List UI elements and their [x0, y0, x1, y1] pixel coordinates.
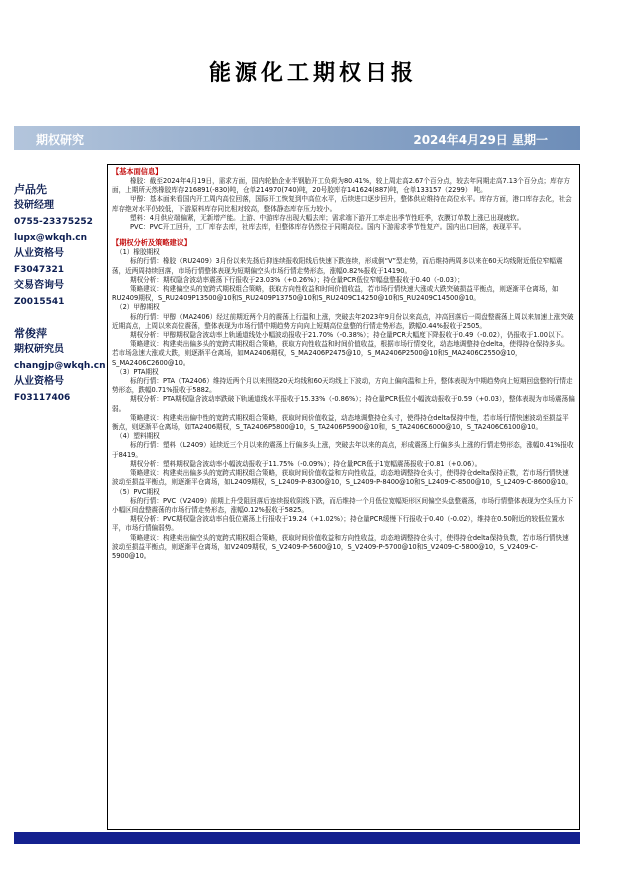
analyst-consult-label: 交易咨询号 [14, 280, 64, 291]
methanol-strategy: 策略建议：构建卖出偏多头的宽跨式期权组合策略，获取方向性收益和时间价值收益，根据市场行情变化，动态地调整持仓delta，使得持仓保持多头。若市场急速大涨或大跌，则逐渐平仓离场，如MA2406期权，S_MA2406P2475@10，S_MA2406P2500@10和S_MA2406C2550@10，S_MA2406C2600@10。 [112, 340, 569, 367]
section-label: 期权研究 [36, 133, 85, 147]
analyst-license-label: 从业资格号 [14, 248, 64, 259]
analyst-email[interactable]: lupx@wkqh.cn [14, 233, 88, 243]
section-title-rubber: （1）橡胶期权 [116, 248, 160, 257]
section-title-pvc: （5）PVC期权 [116, 487, 160, 496]
strategy-heading: 【期权分析及策略建议】 [112, 238, 192, 248]
pta-market: 标的行情：PTA（TA2406）维持近两个月以来围绕20天均线和60天均线上下波动，方向上偏向温和上升，整体表现为中期趋势向上短期回盘整的行情走势形态，跌幅0.71%报收于5882。 [112, 377, 573, 395]
header-banner [14, 126, 580, 150]
pvc-analysis: 期权分析：PVC期权隐含波动率自低位震荡上行报收于19.24（+1.02%）；持仓量PCR缓慢下行报收于0.40（-0.02），维持在0.50附近的较低位置水平，市场行情偏弱势。 [112, 515, 565, 533]
analyst-role: 投研经理 [14, 200, 54, 211]
pvc-market: 标的行情：PVC（V2409）前期上升受阻回落后连续报收阴线下跌，而后维持一个月低位宽幅矩形区间偏空头盘整震荡，市场行情整体表现为空头压力下小幅区间盘整震荡的市场行情走势形态，涨幅0.12%报收于5825。 [112, 496, 574, 514]
analyst-consult: Z0015541 [14, 297, 65, 307]
basics-rubber: 橡胶：截至2024年4月19日，需求方面，国内轮胎企业半钢胎开工负荷为80.41%，较上周走高2.67个百分点，较去年同期走高7.13个百分点；库存方面，上期所天然橡胶库存216891(-830)吨，仓单214970(740)吨，20号胶库存141624(887)吨，仓单133157（2299） 吨。 [112, 177, 570, 195]
plastic-market: 标的行情：塑料（L2409）延续近三个月以来的震荡上行偏多头上涨，突破去年以来的高点，形成震荡上行偏多头上涨的行情走势形态，涨幅0.41%报收于8419。 [112, 441, 574, 459]
section-title-plastic: （4）塑料期权 [116, 432, 160, 441]
researcher-role: 期权研究员 [14, 344, 64, 355]
basics-plastic: 塑料：4月供应端偏紧，无新增产能。上游、中游库存出现大幅去库；需求端下游开工率走出季节性旺季，农膜订单数上涨已出现疲软。 [130, 213, 524, 222]
methanol-analysis: 期权分析：甲醇期权隐含波动率上轨通道线处小幅波动报收于21.70%（-0.38%）；持仓量PCR大幅度下降报收于0.49（-0.02），仍报收于1.00以下。 [130, 331, 568, 340]
basics-methanol: 甲醇：基本面来看国内开工周内高位回落，国际开工恢复到中高位水平，后续进口逐步回升，整体供应维持在高位水平。库存方面，港口库存去化，社会库存绝对水平仍较低，下游原料库存同比相对较高，整体静态库存压力较小。 [112, 195, 572, 213]
plastic-strategy: 策略建议：构建卖出偏多头的宽跨式期权组合策略，获取时间价值收益和方向性收益，动态地调整持仓头寸，使得持仓delta保持正数，若市场行情快速波动至损益平衡点，则逐渐平仓离场，如L2409期权，S_L2409-P-8300@10，S_L2409-P-8400@10和S_L2409-C-8500@10，S_L2409-C-8600@10。 [112, 469, 573, 487]
analyst-phone: 0755-23375252 [14, 217, 93, 227]
report-body [107, 164, 580, 830]
pvc-strategy: 策略建议：构建卖出偏空头的宽跨式期权组合策略，获取时间价值收益和方向性收益，动态地调整持仓头寸，使得持仓delta保持负数，若市场行情快速波动至损益平衡点，则逐渐平仓离场，如V2409期权，S_V2409-P-5600@10，S_V2409-P-5700@10和S_V2409-C-5800@10，S_V2409-C-5900@10。 [112, 533, 569, 560]
rubber-analysis: 期权分析：期权隐含波动率震荡下行报收于23.03%（+0.26%）；持仓量PCR低位窄幅盘整报收于0.40（-0.03）； [130, 275, 464, 284]
report-title: 能源化工期权日报 [208, 61, 417, 86]
report-date: 2024年4月29日 星期一 [413, 133, 548, 147]
basics-pvc: PVC：PVC开工回升，工厂库存去库，社库去库，但整体库存仍然位于同期高位。国内下游需求季节性复产。国内出口回落，表现平平。 [130, 223, 526, 232]
analyst-name: 卢品先 [14, 183, 47, 196]
plastic-analysis: 期权分析：塑料期权隐含波动率小幅波动报收于11.75%（-0.09%）；持仓量PCR低于1宽幅震荡报收于0.81（+0.06）。 [130, 459, 482, 468]
analyst-license: F3047321 [14, 265, 64, 275]
researcher-license-label: 从业资格号 [14, 376, 64, 387]
rubber-market: 标的行情：橡胶（RU2409）3月份以来先扬后抑连续报收阳线后快速下跌连续，形成倒“V”型走势，而后维持两周多以来在60天均线附近低位窄幅震荡，近两周持续回落，市场行情整体表现为短期偏空头市场行情走势形态，涨幅0.82%报收于14190。 [112, 257, 563, 275]
author-sidebar [14, 182, 106, 406]
section-title-methanol: （2）甲醇期权 [116, 303, 160, 312]
researcher-name: 常俊萍 [14, 327, 47, 340]
section-title-pta: （3）PTA期权 [116, 367, 159, 376]
footer-bar [14, 832, 580, 844]
rubber-strategy: 策略建议：构建偏空头的宽跨式期权组合策略，获取方向性收益和时间价值收益，若市场行情快速大涨或大跌突破损益平衡点，则逐渐平仓离场，如RU2409期权，S_RU2409P13500@10和S_RU2409P13750@10和S_RU2409C14250@10和S_RU2409C14500@10。 [112, 285, 559, 303]
researcher-license: F03117406 [14, 393, 71, 403]
pta-analysis: 期权分析：PTA期权隐含波动率跌破下轨通道线水平报收于15.33%（-0.86%）；持仓量PCR低位小幅波动报收于0.59（+0.03），整体表现为市场震荡偏弱。 [112, 395, 575, 413]
methanol-market: 标的行情：甲醇（MA2406）经过前期近两个月的震荡上行温和上涨，突破去年2023年9月份以来高点，冲高回落后一周盘整震荡上周以来加速上涨突破近期高点，上周以来高位震荡，整体表现为市场行情中期趋势方向向上短期高位盘整的行情走势形态，跌幅0.44%报收于2505。 [112, 312, 574, 330]
pta-strategy: 策略建议：构建卖出偏中性的宽跨式期权组合策略，获取时间价值收益，动态地调整持仓头寸，使得持仓delta保持中性，若市场行情快速波动至损益平衡点，则逐渐平仓离场，如TA2406期权，S_TA2406P5800@10，S_TA2406P5900@10和，S_TA2406C6000@10，S_TA2406C6100@10。 [112, 413, 569, 432]
basics-heading: 【基本面信息】 [112, 167, 163, 176]
researcher-email[interactable]: changjp@wkqh.cn [14, 361, 106, 371]
